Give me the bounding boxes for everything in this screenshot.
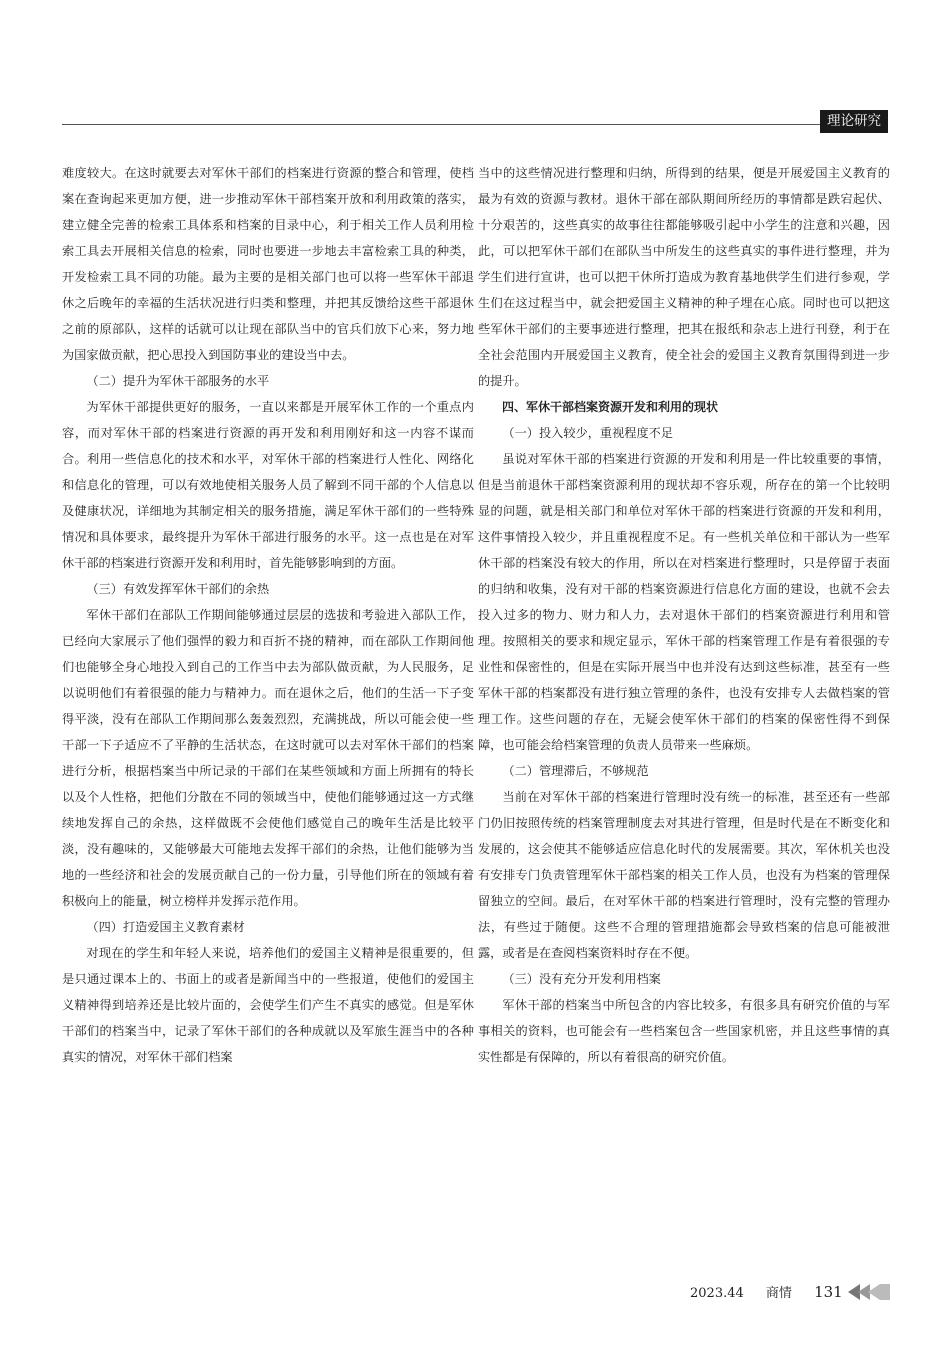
right-column bbox=[478, 160, 890, 1250]
page-number: 131 bbox=[814, 1283, 843, 1301]
subsection-heading: （三）有效发挥军休干部们的余热 bbox=[86, 582, 270, 596]
section-tag: 理论研究 bbox=[820, 110, 888, 133]
paragraph: 对现在的学生和年轻人来说，培养他们的爱国主义精神是很重要的，但是只通过课本上的、书面上的或者是新闻当中的一些报道，使他们的爱国主义精神得到培养还是比较片面的，会使学生们产生不真实的感觉。但是军休干部们的档案当中，记录了军休干部们的各种成就以及军旅生涯当中的各种真实的情况，对军休干部们档案 bbox=[62, 946, 474, 1064]
paragraph: 军休干部们在部队工作期间能够通过层层的选拔和考验进入部队工作，已经向大家展示了他们强悍的毅力和百折不挠的精神，而在部队工作期间他们也能够全身心地投入到自己的工作当中去为部队做贡献，为人民服务，足以说明他们有着很强的能力与精神力。而在退休之后，他们的生活一下子变得平淡，没有在部队工作期间那么轰轰烈烈，充满挑战，所以可能会使一些干部一下子适应不了平静的生活状态，在这时就可以去对军休干部们的档案进行分析，根据档案当中所记录的干部们在某些领域和方面上所拥有的特长以及个人性格，把他们分散在不同的领域当中，使他们能够通过这一方式继续地发挥自己的余热，这样做既不会使他们感觉自己的晚年生活是比较平淡，没有趣味的，又能够最大可能地去发挥干部们的余热，让他们能够为当地的一些经济和社会的发展贡献自己的一份力量，引导他们所在的领域有着积极向上的能量，树立榜样并发挥示范作用。 bbox=[62, 608, 474, 908]
journal-name: 商情 bbox=[765, 1286, 792, 1301]
page-footer bbox=[690, 1282, 861, 1301]
subsection-heading: （四）打造爱国主义教育素材 bbox=[86, 920, 245, 934]
paragraph: 为军休干部提供更好的服务，一直以来都是开展军休工作的一个重点内容，而对军休干部的档案进行资源的再开发和利用刚好和这一内容不谋而合。利用一些信息化的技术和水平，对军休干部的档案进行人性化、网络化和信息化的管理，可以有效地使相关服务人员了解到不同干部的个人信息以及健康状况，详细地为其制定相关的服务措施，满足军休干部们的一些特殊情况和具体要求，最终提升为军休干部进行服务的水平。这一点也是在对军休干部的档案进行资源开发和利用时，首先能够影响到的方面。 bbox=[62, 400, 474, 570]
paragraph: 虽说对军休干部的档案进行资源的开发和利用是一件比较重要的事情，但是当前退休干部档案资源利用的现状却不容乐观，所存在的第一个比较明显的问题，就是相关部门和单位对军休干部的档案进行资源的开发和利用，这件事情投入较少，并且重视程度不足。有一些机关单位和干部认为一些军休干部的档案没有较大的作用，所以在对档案进行整理时，只是停留于表面的归纳和收集，没有对干部的档案资源进行信息化方面的建设，也就不会去投入过多的物力、财力和人力，去对退休干部们的档案资源进行利用和管理。按照相关的要求和规定显示，军休干部的档案管理工作是有着很强的专业性和保密性的，但是在实际开展当中也并没有达到这些标准，甚至有一些军休干部的档案都没有进行独立管理的条件，也没有安排专人去做档案的管理工作。这些问题的存在，无疑会使军休干部们的档案的保密性得不到保障，也可能会给档案管理的负责人员带来一些麻烦。 bbox=[478, 452, 890, 752]
subsection-heading: （一）投入较少，重视程度不足 bbox=[502, 426, 674, 440]
left-column bbox=[62, 160, 474, 1250]
paragraph: 当中的这些情况进行整理和归纳，所得到的结果，便是开展爱国主义教育的最为有效的资源与教材。退休干部在部队期间所经历的事情都是跌宕起伏、十分艰苦的，这些真实的故事往往都能够吸引起中小学生的注意和兴趣，因此，可以把军休干部们在部队当中所发生的这些真实的事件进行整理，并为学生们进行宣讲，也可以把干休所打造成为教育基地供学生们进行参观，学生们在这过程当中，就会把爱国主义精神的种子埋在心底。同时也可以把这些军休干部们的主要事迹进行整理，把其在报纸和杂志上进行刊登，利于在全社会范围内开展爱国主义教育，使全社会的爱国主义教育氛围得到进一步的提升。 bbox=[478, 166, 890, 388]
section-heading: 四、军休干部档案资源开发和利用的现状 bbox=[502, 400, 719, 414]
paragraph: 军休干部的档案当中所包含的内容比较多，有很多具有研究价值的与军事相关的资料，也可能会有一些档案包含一些国家机密，并且这些事情的真实性都是有保障的，所以有着很高的研究价值。 bbox=[478, 998, 890, 1064]
paragraph: 难度较大。在这时就要去对军休干部们的档案进行资源的整合和管理，使档案在查询起来更加方便，进一步推动军休干部档案开放和利用政策的落实，建立健全完善的检索工具体系和档案的目录中心，利于相关工作人员利用检索工具去开展相关信息的检索，同时也要进一步地去丰富检索工具的种类，开发检索工具不同的功能。最为主要的是相关部门也可以将一些军休干部退休之后晚年的幸福的生活状况进行归类和整理，并把其反馈给这些干部退休之前的原部队，这样的话就可以让现在部队当中的官兵们放下心来，努力地为国家做贡献，把心思投入到国防事业的建设当中去。 bbox=[62, 166, 474, 362]
subsection-heading: （二）管理滞后，不够规范 bbox=[502, 764, 649, 778]
page-arrows-icon bbox=[848, 1284, 890, 1300]
paragraph: 当前在对军休干部的档案进行管理时没有统一的标准，甚至还有一些部门仍旧按照传统的档案管理制度去对其进行管理，但是时代是在不断变化和发展的，这会使其不能够适应信息化时代的发展需要。其次，军休机关也没有安排专门负责管理军休干部档案的相关工作人员，也没有为档案的管理保留独立的空间。最后，在对军休干部的档案进行管理时，没有完整的管理办法，有些过于随便。这些不合理的管理措施都会导致档案的信息可能被泄露，或者是在查阅档案资料时存在不便。 bbox=[478, 790, 890, 960]
subsection-heading: （二）提升为军休干部服务的水平 bbox=[86, 374, 270, 388]
header-rule bbox=[62, 124, 888, 125]
issue-number: 2023.44 bbox=[690, 1286, 744, 1301]
subsection-heading: （三）没有充分开发利用档案 bbox=[502, 972, 661, 986]
